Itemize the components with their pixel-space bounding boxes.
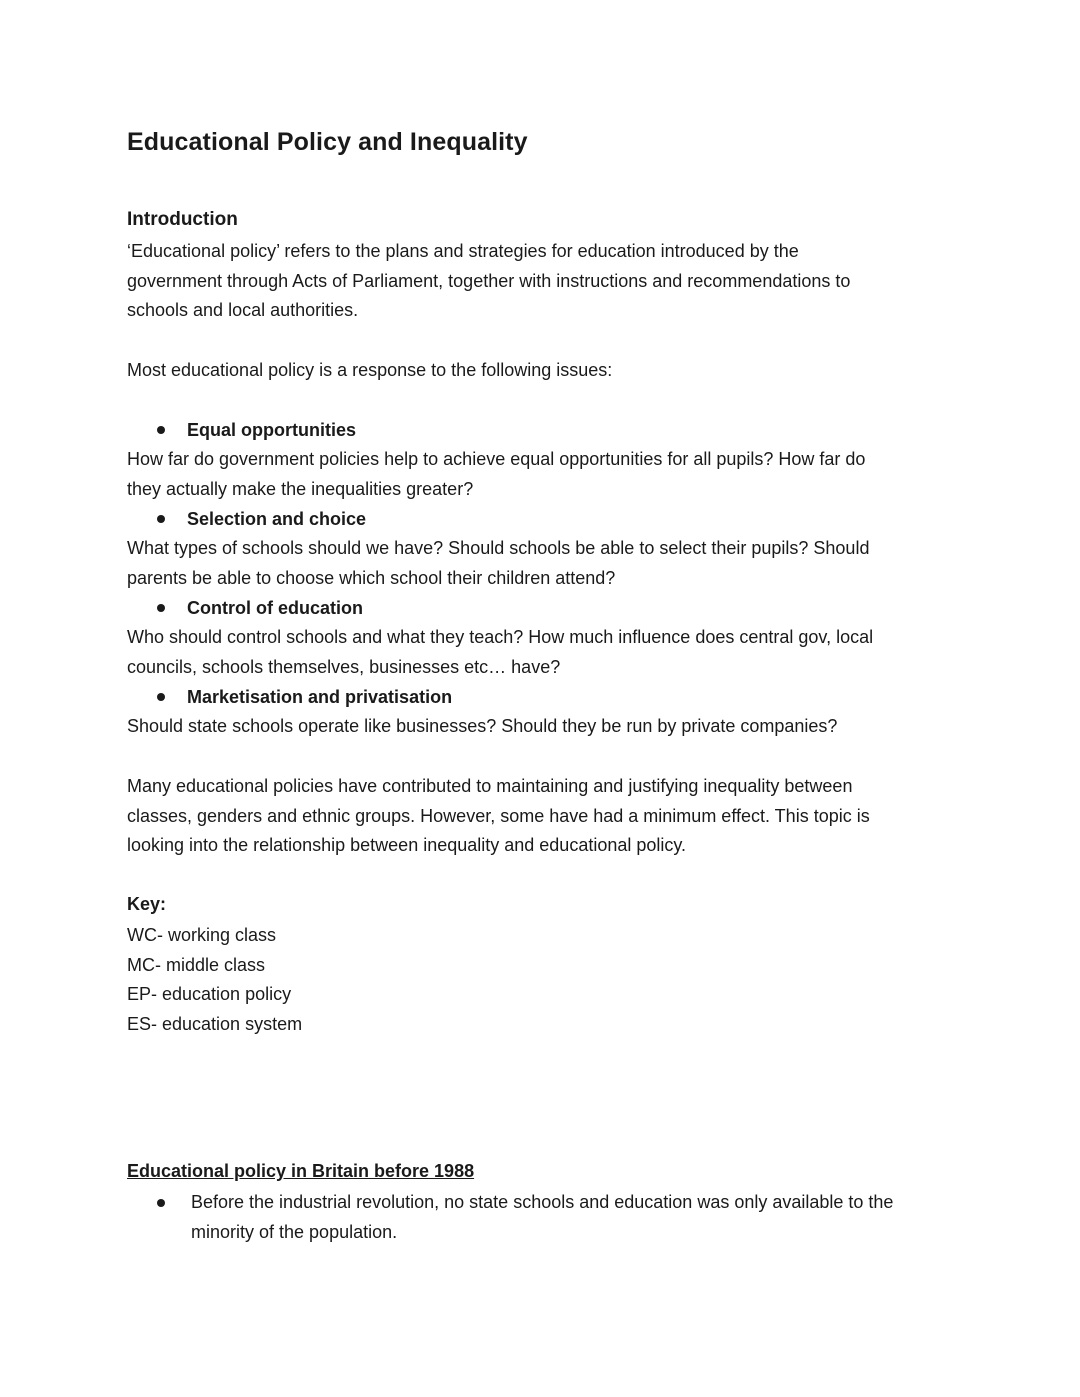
- issue-label: Marketisation and privatisation: [187, 686, 453, 707]
- issues-lead-line: Most educational policy is a response to the following issues:: [127, 360, 613, 380]
- issue-description: [127, 712, 957, 742]
- issue-bullet-selection-and-choice: [157, 504, 366, 534]
- key-item: ES- education system: [127, 1013, 303, 1034]
- page-title: Educational Policy and Inequality: [127, 128, 528, 156]
- introduction-line: schools and local authorities.: [127, 300, 359, 321]
- before-1988-heading: Educational policy in Britain before 1988: [127, 1161, 475, 1181]
- bullet-icon: [157, 604, 165, 612]
- summary-paragraph: [127, 772, 957, 861]
- summary-line: Many educational policies have contributed to maintaining and justifying inequality between: [127, 776, 853, 796]
- before-1988-bullet-line: Before the industrial revolution, no state schools and education was only available to the: [191, 1192, 894, 1212]
- issue-bullet-control-of-education: [157, 593, 363, 623]
- before-1988-bullet-line: minority of the population.: [191, 1221, 398, 1242]
- before-1988-bullet: [157, 1188, 957, 1247]
- issue-description-line: Should state schools operate like businesses? Should they be run by private companies?: [127, 716, 838, 736]
- bullet-icon: [157, 1199, 165, 1207]
- introduction-heading: Introduction: [127, 209, 238, 230]
- before-1988-bullet-text: [191, 1188, 957, 1247]
- issue-bullet-equal-opportunities: [157, 415, 356, 445]
- key-heading: Key:: [127, 894, 167, 914]
- issue-description-line: What types of schools should we have? Should schools be able to select their pupils? Should: [127, 538, 870, 558]
- issue-label: Selection and choice: [187, 508, 367, 529]
- issue-description: [127, 534, 957, 593]
- key-item: MC- middle class: [127, 954, 266, 975]
- bullet-icon: [157, 426, 165, 434]
- issue-description: [127, 623, 957, 682]
- issue-description-line: councils, schools themselves, businesses etc… have?: [127, 656, 561, 677]
- issue-label: Control of education: [187, 597, 363, 618]
- bullet-icon: [157, 515, 165, 523]
- key-list: [127, 921, 957, 1039]
- issue-description: [127, 445, 957, 504]
- summary-line: classes, genders and ethnic groups. However, some have had a minimum effect. This topic is: [127, 805, 870, 826]
- issue-description-line: parents be able to choose which school their children attend?: [127, 567, 616, 588]
- introduction-line: ‘Educational policy’ refers to the plans and strategies for education introduced by the: [127, 241, 799, 261]
- key-item: WC- working class: [127, 925, 277, 945]
- issues-lead-paragraph: [127, 356, 957, 386]
- issue-description-line: Who should control schools and what they teach? How much influence does central gov, local: [127, 627, 874, 647]
- bullet-icon: [157, 693, 165, 701]
- issue-description-line: How far do government policies help to achieve equal opportunities for all pupils? How far do: [127, 449, 866, 469]
- issue-description-line: they actually make the inequalities greater?: [127, 478, 474, 499]
- summary-line: looking into the relationship between inequality and educational policy.: [127, 835, 687, 856]
- issue-bullet-marketisation-and-privatisation: [157, 682, 452, 712]
- issue-label: Equal opportunities: [187, 419, 356, 440]
- key-item: EP- education policy: [127, 984, 292, 1005]
- introduction-paragraph: [127, 237, 957, 326]
- introduction-line: government through Acts of Parliament, together with instructions and recommendations to: [127, 270, 851, 291]
